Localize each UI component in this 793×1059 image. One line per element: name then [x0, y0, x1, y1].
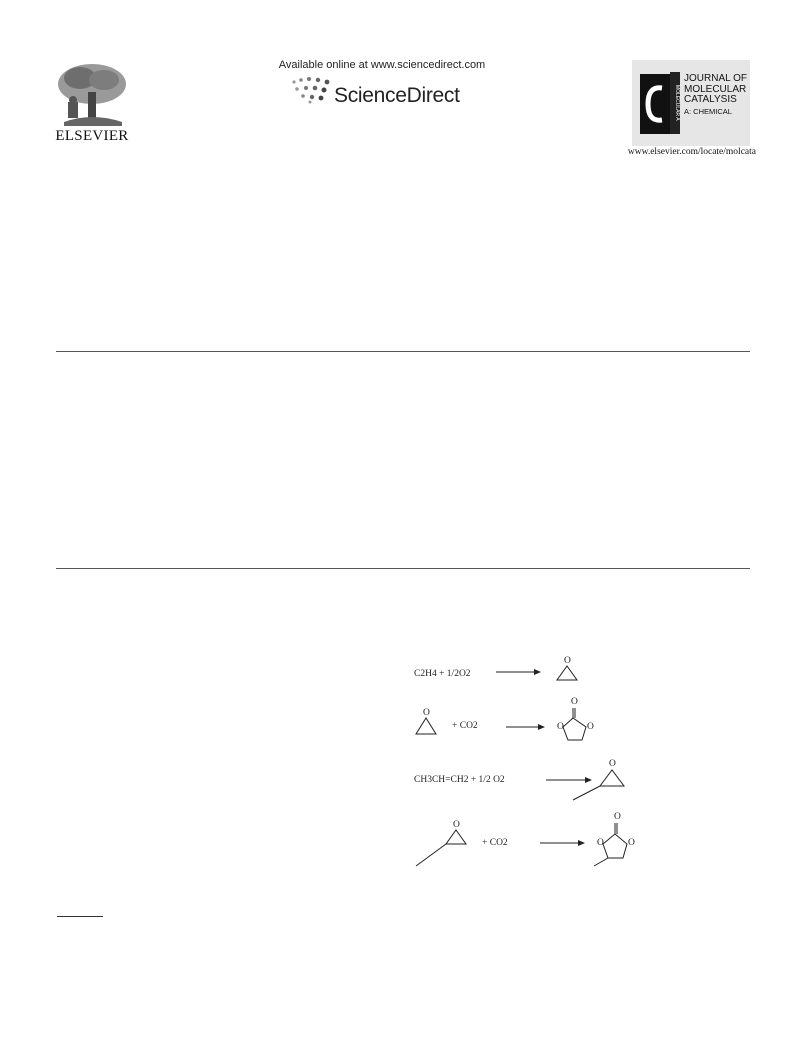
reaction-scheme: [410, 650, 640, 880]
journal-title-line4: A: CHEMICAL: [684, 106, 732, 116]
elsevier-wordmark: ELSEVIER: [55, 128, 129, 144]
elsevier-logo: [54, 62, 130, 144]
available-online-text: Available online at www.sciencedirect.com: [278, 59, 486, 71]
journal-side-band: MOLECULAR A: [670, 72, 680, 134]
journal-logo: [632, 60, 750, 146]
atom-label-o: O: [557, 722, 564, 732]
journal-c-icon: [640, 74, 670, 134]
atom-label-o: O: [628, 838, 635, 848]
sciencedirect-dots-icon: [288, 76, 336, 104]
journal-title-line2: MOLECULAR: [684, 83, 747, 95]
atom-label-o: O: [423, 708, 430, 718]
atom-label-o: O: [597, 838, 604, 848]
reaction2-reactants: + CO2: [452, 721, 478, 731]
propylene-carbonate-structure: [603, 834, 627, 858]
arrow-right-icon: [538, 724, 545, 730]
elsevier-tree-icon: [54, 62, 130, 126]
abstract-divider: [56, 568, 750, 569]
atom-label-o: O: [587, 722, 594, 732]
atom-label-o: O: [614, 812, 621, 822]
ethylene-oxide-structure: [416, 718, 436, 734]
atom-label-o: O: [609, 759, 616, 769]
propylene-oxide-structure: [600, 770, 624, 786]
reaction1-reactants: C2H4 + 1/2O2: [414, 669, 471, 679]
atom-label-o: O: [564, 656, 571, 666]
reaction-scheme-drawing: [410, 650, 640, 880]
footnote-rule: [57, 916, 103, 917]
journal-title-line1: JOURNAL OF: [684, 73, 747, 84]
journal-url: www.elsevier.com/locate/molcata: [627, 147, 756, 157]
reaction4-reactants: + CO2: [482, 838, 508, 848]
atom-label-o: O: [571, 697, 578, 707]
sciencedirect-wordmark: ScienceDirect: [334, 84, 460, 107]
arrow-right-icon: [534, 669, 541, 675]
ethylene-carbonate-structure: [563, 718, 586, 740]
arrow-right-icon: [585, 777, 592, 783]
journal-title-line3: CATALYSIS: [684, 94, 737, 105]
journal-title: [684, 74, 747, 117]
header-divider: [56, 351, 750, 352]
ethylene-oxide-structure: [557, 666, 577, 680]
propylene-oxide-structure: [446, 830, 466, 844]
arrow-right-icon: [578, 840, 585, 846]
atom-label-o: O: [453, 820, 460, 830]
reaction3-reactants: CH3CH=CH2 + 1/2 O2: [414, 775, 505, 785]
